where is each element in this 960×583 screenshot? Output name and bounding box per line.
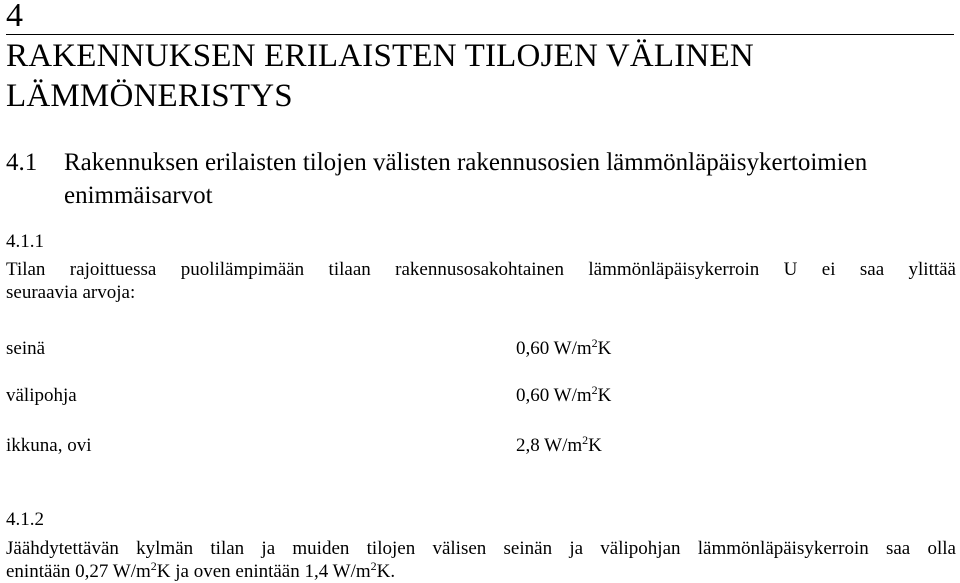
- subsection-text-1-line-2: seuraavia arvoja:: [6, 282, 136, 303]
- limit-value-wall: 0,60 $W/m^2K$: [516, 336, 612, 359]
- subsection-text-2-line-2: enintään 0,27 $W/m^2K$ ja oven enintään 1,4 $W/m^2K$.: [6, 559, 396, 582]
- subsection-number-1: 4.1.1: [6, 231, 44, 252]
- chapter-title-line-1: RAKENNUKSEN ERILAISTEN TILOJEN VÄLINEN: [6, 38, 754, 74]
- chapter-number: 4: [6, 0, 23, 34]
- limit-value-floor: 0,60 $W/m^2K$: [516, 383, 612, 406]
- chapter-title-line-2: LÄMMÖNERISTYS: [6, 78, 293, 114]
- section-number: 4.1: [6, 149, 38, 176]
- subsection-text-1-line-1: Tilan rajoittuessa puolilämpimään tilaan rakennusosakohtainen lämmönläpäisykerroin U ei saa ylittää: [6, 259, 956, 280]
- chapter-title: [6, 36, 754, 116]
- subsection-number-2: 4.1.2: [6, 509, 44, 530]
- subsection-text-1: [6, 258, 956, 304]
- subsection-text-2-line-1: Jäähdytettävän kylmän tilan ja muiden tilojen välisen seinän ja välipohjan lämmönläpäisykerroin saa olla: [6, 538, 956, 559]
- limit-label-wall: seinä: [6, 338, 46, 359]
- section-title-line-1: Rakennuksen erilaisten tilojen välisten rakennusosien lämmönläpäisykertoimien: [64, 149, 868, 176]
- section-title-line-2: enimmäisarvot: [64, 182, 213, 209]
- section-title: [64, 146, 867, 212]
- limit-value-window-door: 2,8 $W/m^2K$: [516, 433, 602, 456]
- chapter-rule: [6, 34, 954, 35]
- limit-label-floor: välipohja: [6, 385, 77, 406]
- limit-label-window-door: ikkuna, ovi: [6, 435, 92, 456]
- subsection-text-2: [6, 537, 956, 583]
